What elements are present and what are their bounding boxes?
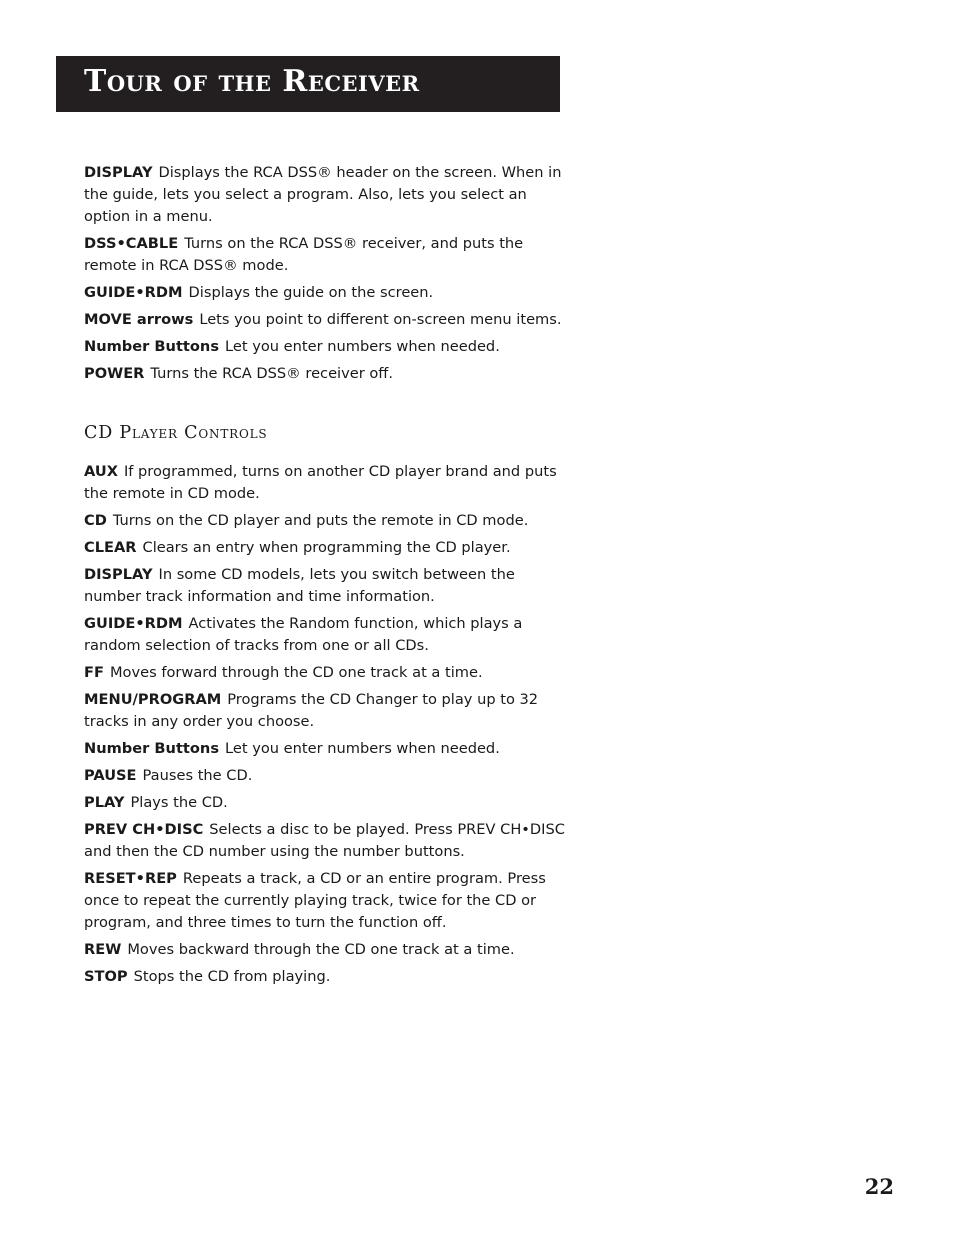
control-term: RESET•REP xyxy=(84,870,177,887)
control-description: Turns the RCA DSS® receiver off. xyxy=(150,365,393,382)
control-description: Displays the guide on the screen. xyxy=(188,284,434,301)
control-term: PAUSE xyxy=(84,767,137,784)
control-entry xyxy=(84,738,566,760)
control-entry xyxy=(84,537,566,559)
control-entry xyxy=(84,461,566,505)
control-description: Lets you point to different on-screen menu items. xyxy=(199,311,562,328)
control-term: CLEAR xyxy=(84,539,137,556)
control-term: AUX xyxy=(84,463,118,480)
control-term: MENU/PROGRAM xyxy=(84,691,222,708)
control-entry xyxy=(84,564,566,608)
control-description: Moves forward through the CD one track at a time. xyxy=(109,664,483,681)
control-term: CD xyxy=(84,512,107,529)
control-entry xyxy=(84,792,566,814)
control-term: PREV CH•DISC xyxy=(84,821,204,838)
control-entry xyxy=(84,363,566,385)
control-term: DISPLAY xyxy=(84,566,153,583)
control-entry xyxy=(84,162,566,228)
control-entry xyxy=(84,689,566,733)
control-term: DSS•CABLE xyxy=(84,235,179,252)
control-description: Let you enter numbers when needed. xyxy=(225,740,500,757)
control-entry xyxy=(84,282,566,304)
control-description: Programs the CD Changer to play up to 32 tracks in any order you choose. xyxy=(84,691,539,730)
control-term: DISPLAY xyxy=(84,164,153,181)
control-term: GUIDE•RDM xyxy=(84,284,183,301)
content-column xyxy=(84,162,566,993)
control-entry xyxy=(84,819,566,863)
control-entry xyxy=(84,765,566,787)
control-term: FF xyxy=(84,664,104,681)
control-description: Stops the CD from playing. xyxy=(133,968,331,985)
control-entry xyxy=(84,613,566,657)
control-entry xyxy=(84,233,566,277)
control-description: Moves backward through the CD one track at a time. xyxy=(127,941,515,958)
control-description: Displays the RCA DSS® header on the screen. When in the guide, lets you select a program. Also, lets you select an option in a menu. xyxy=(84,164,562,225)
control-description: Selects a disc to be played. Press PREV CH•DISC and then the CD number using the number buttons. xyxy=(84,821,565,860)
control-description: If programmed, turns on another CD player brand and puts the remote in CD mode. xyxy=(84,463,557,502)
control-description: Turns on the CD player and puts the remote in CD mode. xyxy=(112,512,529,529)
control-description: Clears an entry when programming the CD player. xyxy=(142,539,511,556)
control-entry xyxy=(84,868,566,934)
control-entry xyxy=(84,510,566,532)
control-entry xyxy=(84,336,566,358)
section-heading: CD Player Controls xyxy=(84,423,268,443)
control-description: In some CD models, lets you switch between the number track information and time information. xyxy=(84,566,515,605)
control-description: Repeats a track, a CD or an entire program. Press once to repeat the currently playing track, twice for the CD or program, and three times to turn the function off. xyxy=(84,870,546,931)
control-entry xyxy=(84,662,566,684)
control-term: GUIDE•RDM xyxy=(84,615,183,632)
control-term: STOP xyxy=(84,968,128,985)
control-description: Turns on the RCA DSS® receiver, and puts the remote in RCA DSS® mode. xyxy=(84,235,524,274)
header-bar xyxy=(56,56,560,112)
control-term: MOVE arrows xyxy=(84,311,194,328)
control-term: POWER xyxy=(84,365,145,382)
control-entry xyxy=(84,309,566,331)
page-number: 22 xyxy=(864,1174,894,1199)
cd-controls-list xyxy=(84,461,566,988)
control-entry xyxy=(84,966,566,988)
control-term: REW xyxy=(84,941,122,958)
control-description: Plays the CD. xyxy=(130,794,228,811)
control-entry xyxy=(84,939,566,961)
control-description: Activates the Random function, which plays a random selection of tracks from one or all CDs. xyxy=(84,615,523,654)
dss-controls-list xyxy=(84,162,566,385)
control-term: PLAY xyxy=(84,794,125,811)
control-term: Number Buttons xyxy=(84,740,219,757)
page-title: Tour of the Receiver xyxy=(84,64,420,99)
control-description: Pauses the CD. xyxy=(142,767,253,784)
control-description: Let you enter numbers when needed. xyxy=(225,338,500,355)
control-term: Number Buttons xyxy=(84,338,219,355)
